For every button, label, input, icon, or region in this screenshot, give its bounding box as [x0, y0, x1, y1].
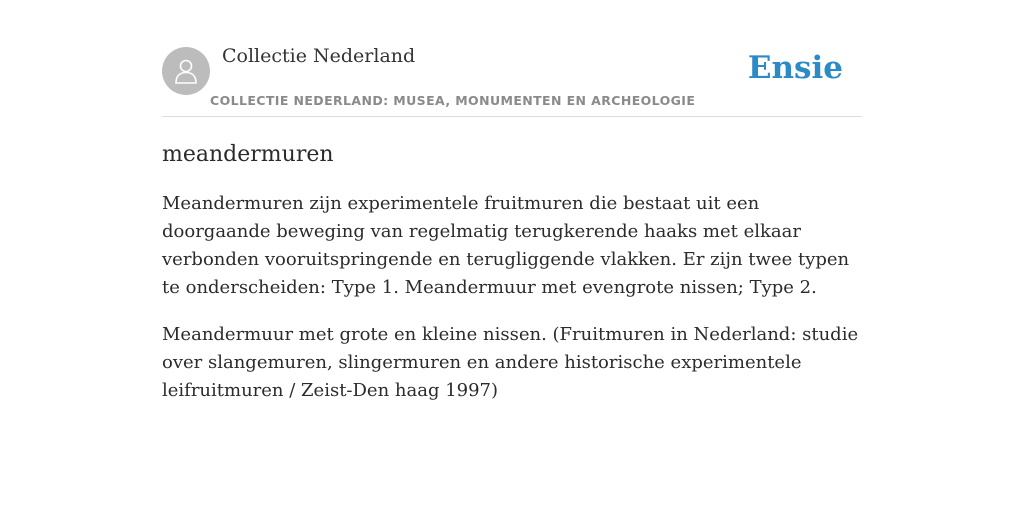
entry-card: [162, 0, 862, 405]
author-name[interactable]: Collectie Nederland: [222, 45, 416, 67]
entry-header: [162, 0, 862, 117]
source-label[interactable]: COLLECTIE NEDERLAND: MUSEA, MONUMENTEN EN ARCHEOLOGIE: [210, 93, 696, 108]
brand-logo[interactable]: Ensie: [747, 50, 843, 86]
author-avatar[interactable]: [162, 47, 210, 95]
entry-paragraph: Meandermuur met grote en kleine nissen. (Fruitmuren in Nederland: studie over slangemuren, slingermuren en andere historische experimentele leifruitmuren / Zeist-Den haag 1997): [162, 324, 859, 401]
entry-paragraph: Meandermuren zijn experimentele fruitmuren die bestaat uit een doorgaande beweging van regelmatig terugkerende haaks met elkaar verbonden vooruitspringende en terugliggende vlakken. Er zijn twee typen te onderscheiden: Type 1. Meandermuur met evengrote nissen; Type 2.: [162, 193, 850, 298]
user-silhouette-icon: [172, 57, 200, 85]
entry-title: meandermuren: [162, 142, 334, 167]
